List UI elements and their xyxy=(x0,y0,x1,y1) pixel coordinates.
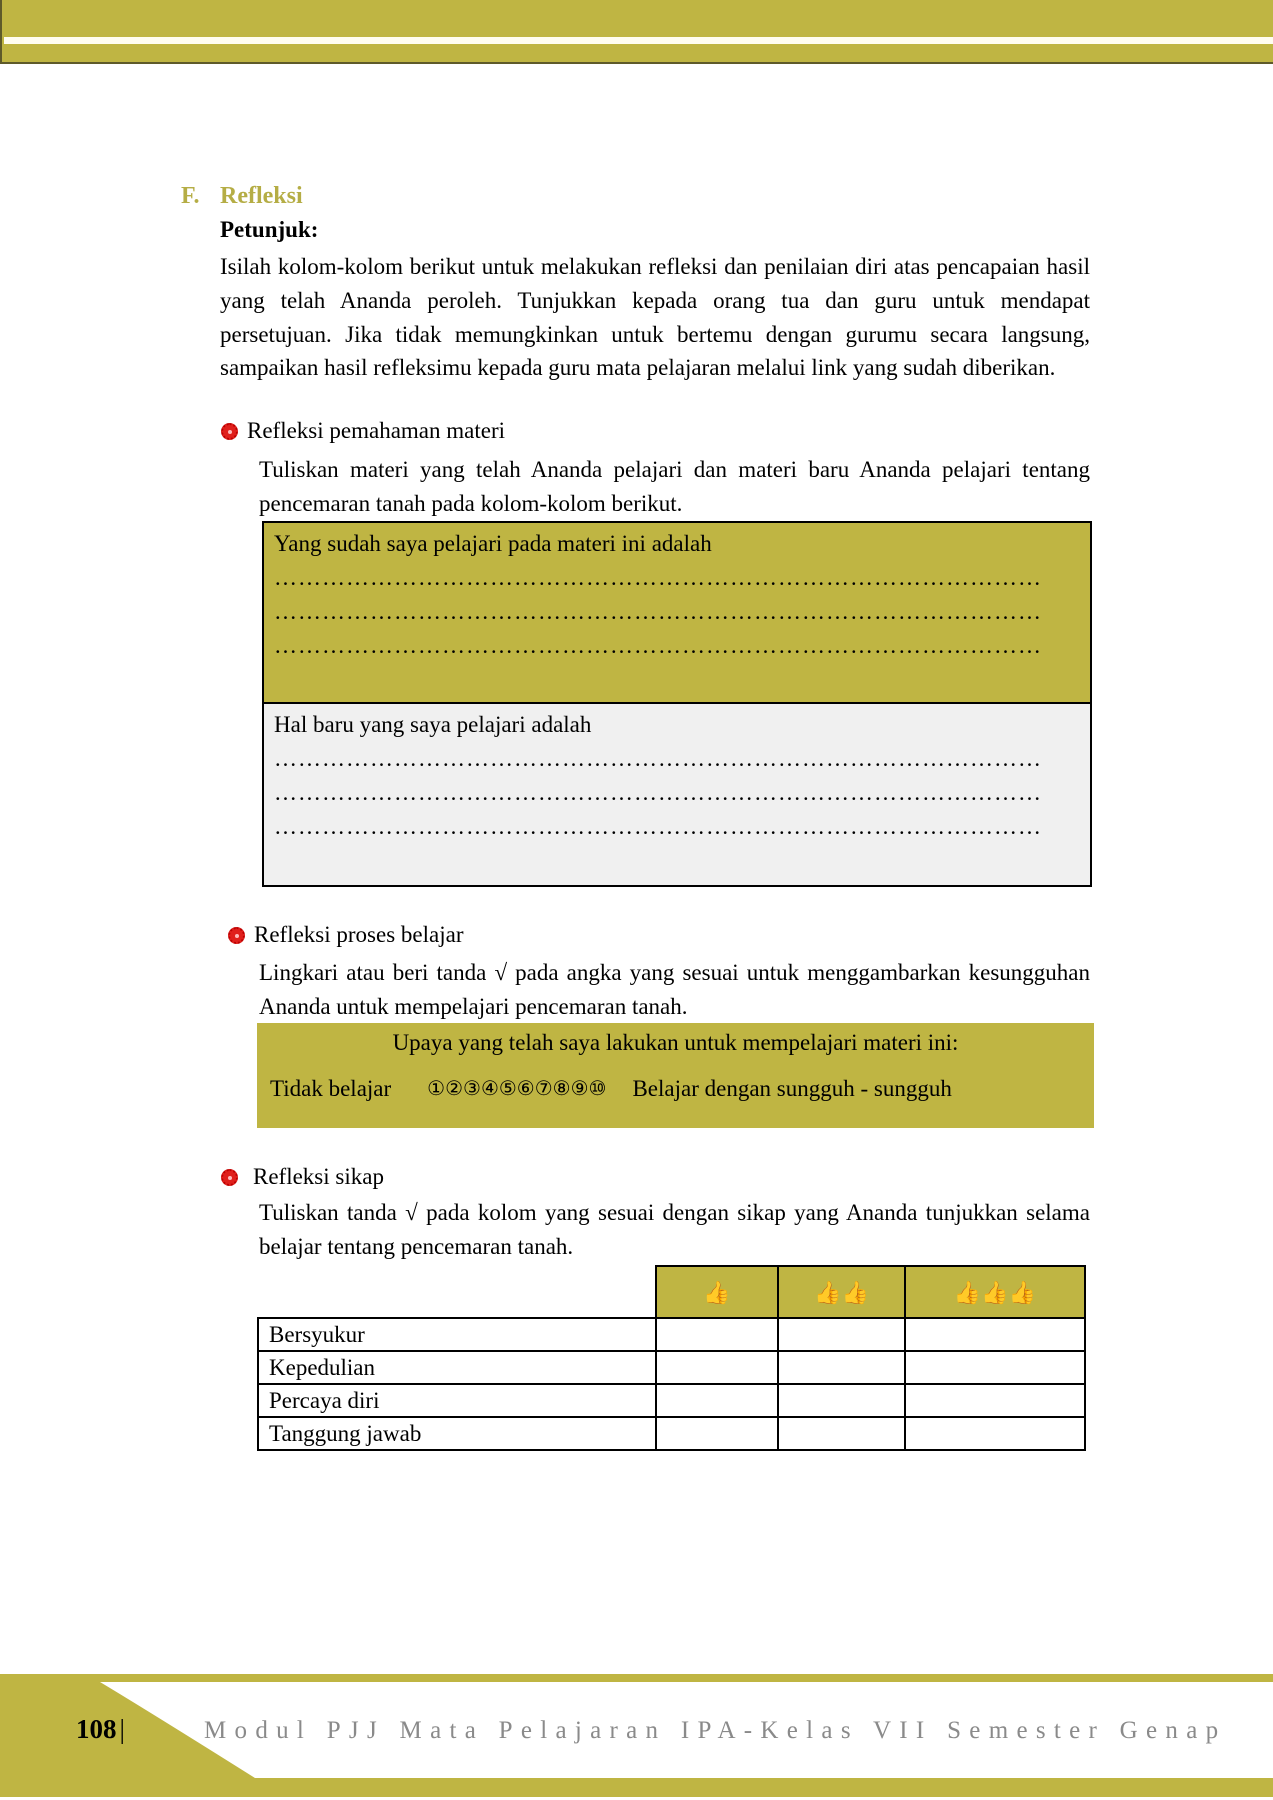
check-cell[interactable] xyxy=(905,1351,1085,1384)
row-label: Kepedulian xyxy=(258,1351,656,1384)
dotted-line: …………………………………………………………………………………… xyxy=(274,814,1042,839)
thumbs-three-icon: 👍👍👍 xyxy=(905,1266,1085,1318)
table-row xyxy=(258,1318,1085,1351)
table-row xyxy=(258,1351,1085,1384)
check-cell[interactable] xyxy=(778,1351,905,1384)
check-cell[interactable] xyxy=(905,1384,1085,1417)
dotted-line: …………………………………………………………………………………… xyxy=(274,599,1042,624)
bullet-sikap xyxy=(221,1164,384,1190)
header-band xyxy=(0,0,1273,64)
petunjuk-label: Petunjuk: xyxy=(220,217,319,242)
check-cell[interactable] xyxy=(778,1384,905,1417)
dotted-line: …………………………………………………………………………………… xyxy=(274,746,1042,771)
page-number-text: 108 xyxy=(76,1714,117,1744)
thumbs-two-icon: 👍👍 xyxy=(778,1266,905,1318)
section-letter: F. xyxy=(181,183,200,209)
check-cell[interactable] xyxy=(656,1417,778,1450)
intro-paragraph: Isilah kolom-kolom berikut untuk melakukan refleksi dan penilaian diri atas pencapaian hasil yang telah Ananda peroleh. Tunjukkan kepada orang tua dan guru untuk mendapat persetujuan. Jika tidak memungkinkan untuk bertemu dengan gurumu secara langsung, sampaikan hasil refleksimu kepada guru mata pelajaran melalui link yang sudah diberikan. xyxy=(220,254,1090,381)
attitude-table xyxy=(257,1265,1086,1451)
header-stripe xyxy=(4,37,1273,44)
page-separator: | xyxy=(119,1714,125,1744)
check-cell[interactable] xyxy=(778,1417,905,1450)
new-learning-label: Hal baru yang saya pelajari adalah xyxy=(274,712,592,737)
check-cell[interactable] xyxy=(656,1384,778,1417)
proses-instruction: Lingkari atau beri tanda √ pada angka yang sesuai untuk menggambarkan kesungguhan Ananda untuk mempelajari pencemaran tanah. xyxy=(259,960,1090,1019)
check-cell[interactable] xyxy=(656,1318,778,1351)
flower-bullet-icon xyxy=(228,927,245,944)
footer-title: Modul PJJ Mata Pelajaran IPA-Kelas VII Semester Genap xyxy=(204,1717,1227,1744)
pemahaman-instruction: Tuliskan materi yang telah Ananda pelajari dan materi baru Ananda pelajari tentang pencemaran tanah pada kolom-kolom berikut. xyxy=(259,457,1090,516)
pemahaman-heading: Refleksi pemahaman materi xyxy=(247,418,506,443)
page-number xyxy=(76,1714,125,1745)
table-row xyxy=(258,1417,1085,1450)
learned-label: Yang sudah saya pelajari pada materi ini adalah xyxy=(274,531,712,556)
proses-heading: Refleksi proses belajar xyxy=(254,922,464,947)
new-learning-box[interactable] xyxy=(264,704,1090,885)
dotted-line: …………………………………………………………………………………… xyxy=(274,780,1042,805)
check-cell[interactable] xyxy=(905,1417,1085,1450)
thumbs-one-icon: 👍 xyxy=(656,1266,778,1318)
flower-bullet-icon xyxy=(221,1169,238,1186)
check-cell[interactable] xyxy=(905,1318,1085,1351)
scale-left-label: Tidak belajar xyxy=(270,1076,392,1101)
table-corner xyxy=(258,1266,656,1318)
scale-right-label: Belajar dengan sungguh - sungguh xyxy=(632,1076,952,1101)
section-title: Refleksi xyxy=(220,183,303,209)
check-cell[interactable] xyxy=(778,1318,905,1351)
row-label: Tanggung jawab xyxy=(258,1417,656,1450)
flower-bullet-icon xyxy=(221,423,238,440)
effort-scale-options[interactable]: ①②③④⑤⑥⑦⑧⑨⑩ xyxy=(427,1078,607,1100)
effort-title: Upaya yang telah saya lakukan untuk mempelajari materi ini: xyxy=(392,1030,959,1055)
effort-scale-box xyxy=(257,1023,1094,1128)
table-row xyxy=(258,1384,1085,1417)
learned-box[interactable] xyxy=(264,523,1090,704)
row-label: Percaya diri xyxy=(258,1384,656,1417)
bullet-proses xyxy=(228,922,463,948)
dotted-line: …………………………………………………………………………………… xyxy=(274,633,1042,658)
dotted-line: …………………………………………………………………………………… xyxy=(274,565,1042,590)
row-label: Bersyukur xyxy=(258,1318,656,1351)
sikap-heading: Refleksi sikap xyxy=(253,1164,384,1189)
sikap-instruction: Tuliskan tanda √ pada kolom yang sesuai dengan sikap yang Ananda tunjukkan selama belajar tentang pencemaran tanah. xyxy=(259,1200,1090,1259)
bullet-pemahaman xyxy=(221,418,505,444)
section-heading xyxy=(181,183,303,210)
check-cell[interactable] xyxy=(656,1351,778,1384)
pemahaman-boxes xyxy=(262,521,1092,887)
